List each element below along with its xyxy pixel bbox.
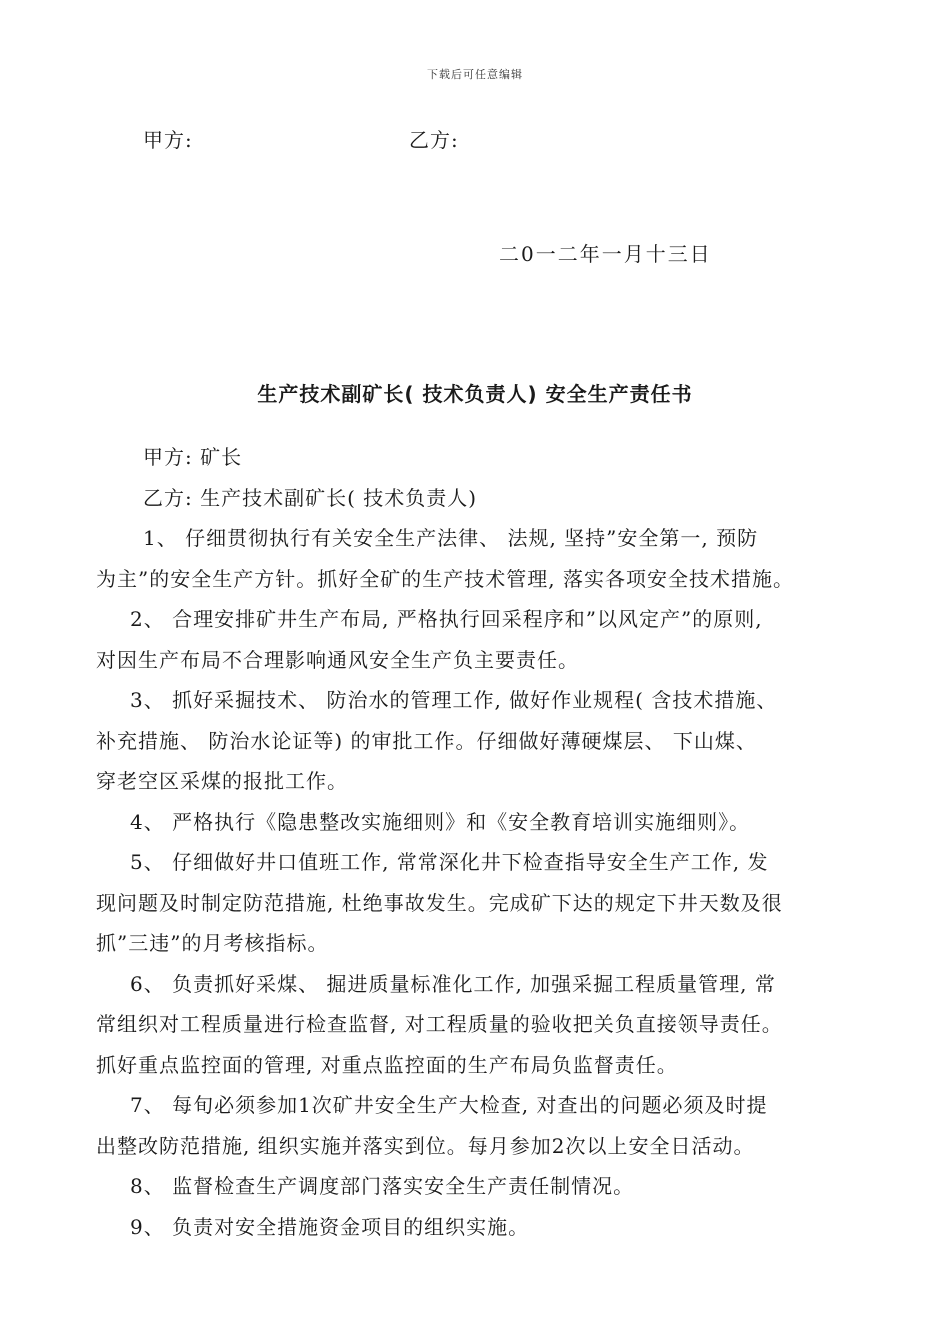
clause-3-line-1: 3、 抓好采掘技术、 防治水的管理工作, 做好作业规程( 含技术措施、 xyxy=(130,688,778,712)
party-a-line: 甲方: 矿长 xyxy=(143,445,243,469)
clause-7-line-2: 出整改防范措施, 组织实施并落实到位。每月参加2次以上安全日活动。 xyxy=(96,1133,755,1158)
clause-3-line-3: 穿老空区采煤的报批工作。 xyxy=(96,769,348,793)
clause-9-line-1: 9、 负责对安全措施资金项目的组织实施。 xyxy=(130,1214,530,1239)
clause-5-line-3: 抓”三违”的月考核指标。 xyxy=(96,931,329,955)
clause-2-line-2: 对因生产布局不合理影响通风安全生产负主要责任。 xyxy=(96,647,579,672)
signing-date: 二0一二年一月十三日 xyxy=(499,242,712,266)
clause-1-line-1: 1、 仔细贯彻执行有关安全生产法律、 法规, 坚持”安全第一, 预防 xyxy=(143,526,759,550)
party-b-line: 乙方: 生产技术副矿长( 技术负责人) xyxy=(143,485,478,510)
clause-2-line-1: 2、 合理安排矿井生产布局, 严格执行回采程序和”以风定产”的原则, xyxy=(130,607,763,631)
clause-6-line-2: 常组织对工程质量进行检查监督, 对工程质量的验收把关负直接领导责任。 xyxy=(96,1012,783,1036)
clause-7-line-1: 7、 每旬必须参加1次矿井安全生产大检查, 对查出的问题必须及时提 xyxy=(130,1093,768,1117)
document-title: 生产技术副矿长( 技术负责人) 安全生产责任书 xyxy=(257,382,693,406)
party-a-signature-label: 甲方: xyxy=(143,128,193,152)
party-b-signature-label: 乙方: xyxy=(409,128,459,152)
clause-5-line-1: 5、 仔细做好井口值班工作, 常常深化井下检查指导安全生产工作, 发 xyxy=(130,850,769,874)
document-body xyxy=(96,437,866,1247)
clause-3-line-2: 补充措施、 防治水论证等) 的审批工作。仔细做好薄硬煤层、 下山煤、 xyxy=(96,728,757,753)
clause-6-line-1: 6、 负责抓好采煤、 掘进质量标准化工作, 加强采掘工程质量管理, 常 xyxy=(130,971,776,996)
header-note: 下载后可任意编辑 xyxy=(427,68,523,81)
clause-4-line-1: 4、 严格执行《隐患整改实施细则》和《安全教育培训实施细则》。 xyxy=(130,809,751,834)
clause-5-line-2: 现问题及时制定防范措施, 杜绝事故发生。完成矿下达的规定下井天数及很 xyxy=(96,890,783,915)
clause-1-line-2: 为主”的安全生产方针。抓好全矿的生产技术管理, 落实各项安全技术措施。 xyxy=(96,566,794,591)
clause-8-line-1: 8、 监督检查生产调度部门落实安全生产责任制情况。 xyxy=(130,1174,635,1198)
clause-6-line-3: 抓好重点监控面的管理, 对重点监控面的生产布局负监督责任。 xyxy=(96,1052,678,1077)
